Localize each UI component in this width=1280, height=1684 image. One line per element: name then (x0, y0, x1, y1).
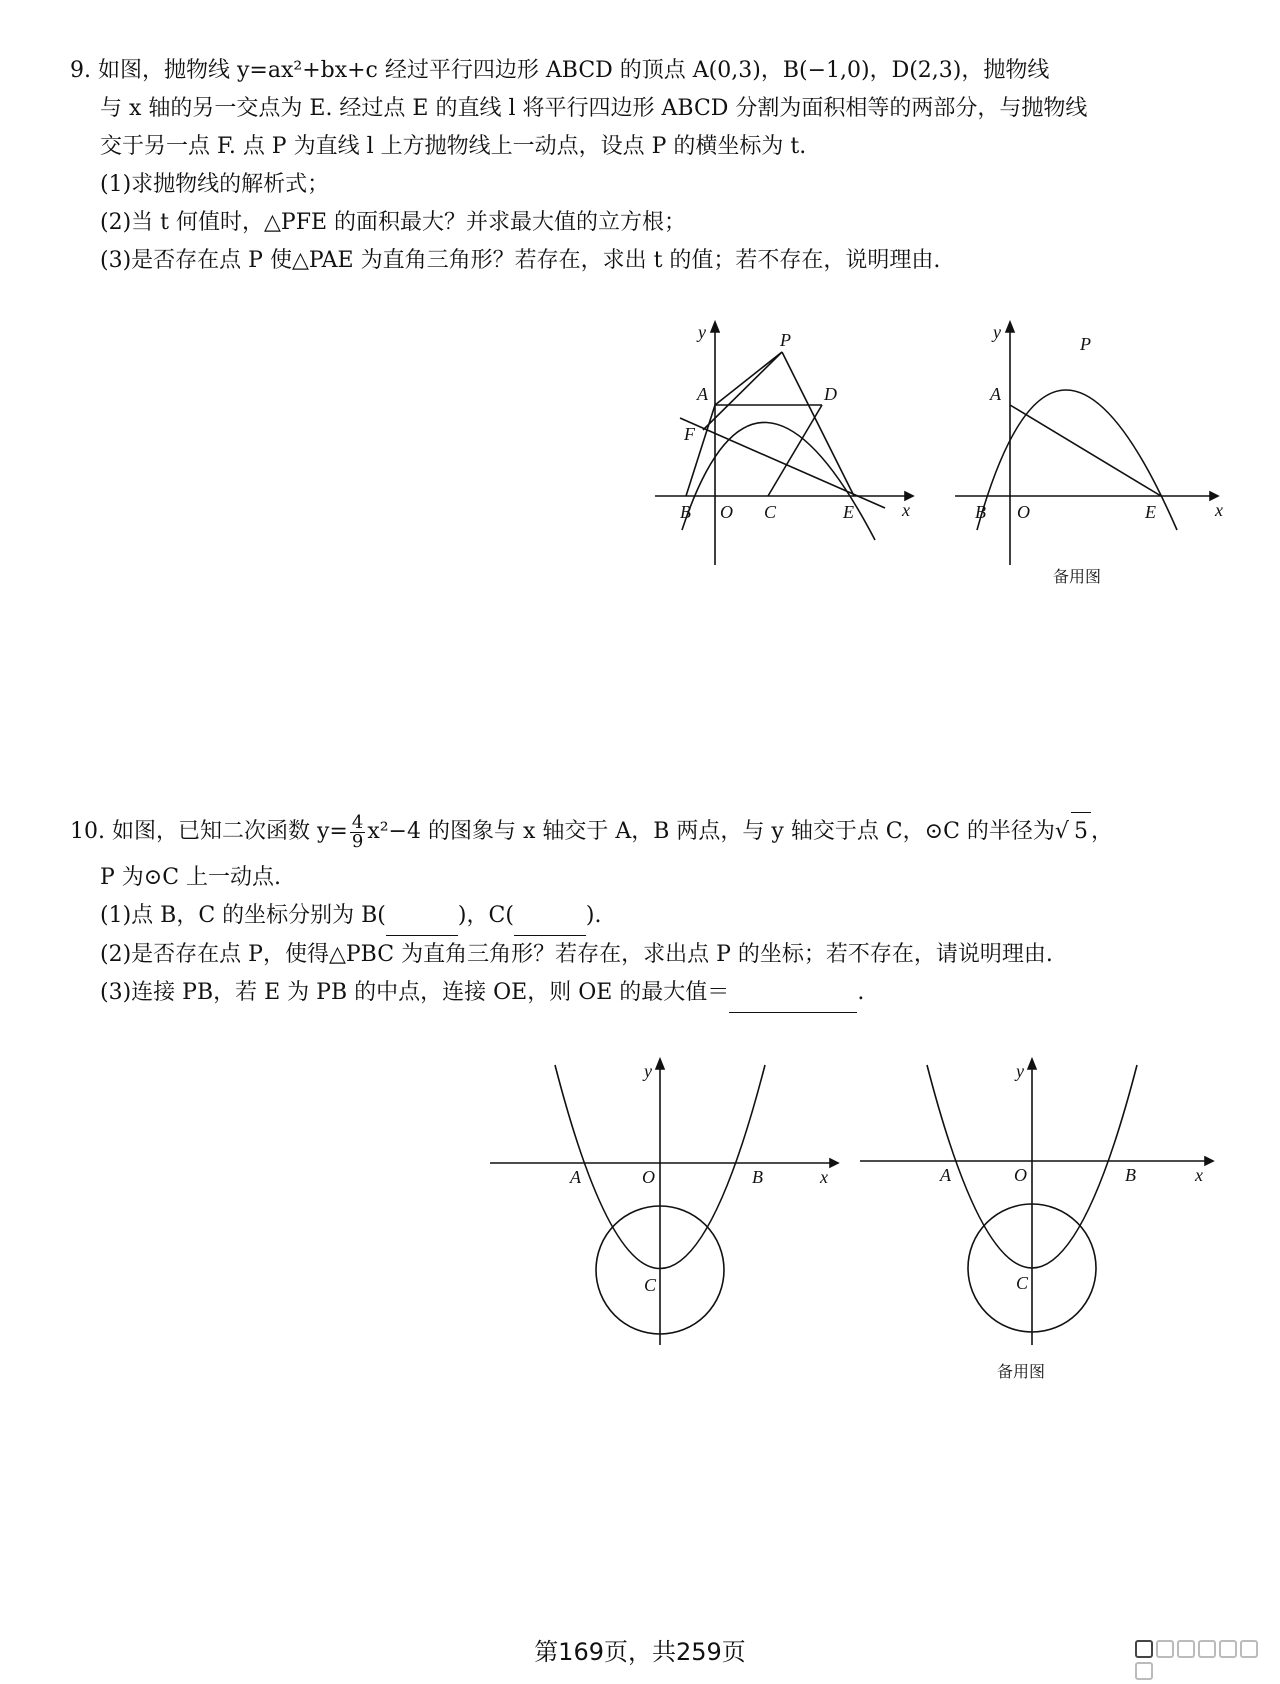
label-E: E (843, 502, 854, 522)
figure-10-backup (850, 1055, 1220, 1385)
answer-blank-c[interactable] (514, 897, 586, 936)
label-B: B (975, 502, 986, 522)
page-dot[interactable] (1240, 1640, 1258, 1658)
label-y: y (1016, 1061, 1024, 1081)
y-axis-arrow (711, 322, 719, 332)
segment-AP (715, 352, 782, 405)
answer-blank-oe[interactable] (729, 974, 857, 1013)
fraction-numerator: 4 (351, 811, 364, 833)
part-text: )，C( (457, 903, 514, 928)
problem-10-line: 10. 如图，已知二次函数 y= $\frac{4}{9}$ x²−4 的图象与 x 轴交于 A，B 两点，与 y 轴交于点 C，⊙C 的半径为√ 5 ， (70, 811, 1113, 852)
question-part-3 (70, 974, 1113, 1013)
segment-PE (782, 352, 854, 496)
problem-text: 如图，抛物线 y=ax²+bx+c 经过平行四边形 ABCD 的顶点 A(0,3)，B(−1,0)，D(2,3)，抛物线 (98, 58, 1050, 83)
figure-10-main (480, 1055, 840, 1355)
part-text: (1)点 B，C 的坐标分别为 B( (100, 903, 386, 928)
problem-9-line: 与 x 轴的另一交点为 E. 经过点 E 的直线 l 将平行四边形 ABCD 分割为面积相等的两部分，与抛物线 (100, 96, 1088, 121)
problem-number: 9. (70, 58, 91, 83)
segment-DC (768, 405, 822, 496)
label-C: C (644, 1275, 657, 1295)
page-dot[interactable] (1219, 1640, 1237, 1658)
label-P: P (1080, 334, 1091, 354)
question-part-3: (3)是否存在点 P 使△PAE 为直角三角形？若存在，求出 t 的值；若不存在，说明理由. (100, 248, 941, 273)
question-part-2: (2)当 t 何值时，△PFE 的面积最大？并求最大值的立方根； (100, 210, 687, 235)
figure-caption: 备用图 (997, 1362, 1046, 1381)
label-x: x (1195, 1165, 1203, 1185)
page-dot[interactable] (1135, 1662, 1153, 1680)
fraction (350, 811, 365, 852)
label-B: B (752, 1167, 763, 1187)
label-y: y (644, 1061, 652, 1081)
label-F: F (684, 424, 695, 444)
part-text: (3)连接 PB，若 E 为 PB 的中点，连接 OE，则 OE 的最大值＝ (100, 980, 730, 1005)
label-P: P (780, 330, 791, 350)
problem-9 (70, 52, 1087, 280)
label-E: E (1145, 502, 1156, 522)
problem-text: ， (1090, 819, 1113, 844)
x-axis-arrow (1210, 492, 1218, 500)
answer-blank-b[interactable] (386, 897, 458, 936)
page-indicator (1135, 1640, 1280, 1684)
problem-9-line (70, 52, 1087, 90)
label-C: C (764, 502, 777, 522)
page-dot[interactable] (1135, 1640, 1153, 1658)
segment-AE (1010, 405, 1161, 496)
figure-9-main (640, 320, 920, 570)
page-footer: 第169页，共259页 (534, 1638, 746, 1666)
problem-number: 10. (70, 819, 105, 844)
page-dot[interactable] (1177, 1640, 1195, 1658)
label-O: O (1014, 1165, 1027, 1185)
part-text: ). (585, 903, 602, 928)
sqrt-value: 5 (1071, 812, 1091, 851)
label-A: A (990, 384, 1001, 404)
question-part-2: (2)是否存在点 P，使得△PBC 为直角三角形？若存在，求出点 P 的坐标；若不存在，请说明理由. (100, 942, 1053, 967)
label-O: O (1017, 502, 1030, 522)
label-A: A (940, 1165, 951, 1185)
problem-10-line: P 为⊙C 上一动点. (100, 865, 282, 890)
problem-text: 如图，已知二次函数 y= (112, 819, 348, 844)
label-A: A (570, 1167, 581, 1187)
label-B: B (680, 502, 691, 522)
label-y: y (993, 322, 1001, 342)
problem-10 (70, 812, 1113, 1013)
part-text: . (857, 980, 865, 1005)
fraction-denominator: 9 (351, 830, 364, 852)
label-C: C (1016, 1273, 1029, 1293)
label-D: D (824, 384, 837, 404)
label-x: x (1215, 500, 1223, 520)
label-B: B (1125, 1165, 1136, 1185)
question-part-1: (1)求抛物线的解析式； (100, 172, 330, 197)
page-dot[interactable] (1198, 1640, 1216, 1658)
label-A: A (697, 384, 708, 404)
x-axis-arrow (830, 1159, 838, 1167)
problem-text: x²−4 的图象与 x 轴交于 A，B 两点，与 y 轴交于点 C，⊙C 的半径为 (367, 819, 1055, 844)
question-part-1 (70, 897, 1113, 936)
page-dot[interactable] (1156, 1640, 1174, 1658)
label-x: x (902, 500, 910, 520)
label-O: O (642, 1167, 655, 1187)
x-axis-arrow (905, 492, 913, 500)
problem-9-line: 交于另一点 F. 点 P 为直线 l 上方抛物线上一动点，设点 P 的横坐标为 t. (100, 134, 807, 159)
label-O: O (720, 502, 733, 522)
label-y: y (698, 322, 706, 342)
figure-9-backup (945, 320, 1235, 590)
figure-caption: 备用图 (1053, 567, 1102, 586)
label-x: x (820, 1167, 828, 1187)
x-axis-arrow (1205, 1157, 1213, 1165)
y-axis-arrow (656, 1059, 664, 1069)
y-axis-arrow (1028, 1059, 1036, 1069)
y-axis-arrow (1006, 322, 1014, 332)
